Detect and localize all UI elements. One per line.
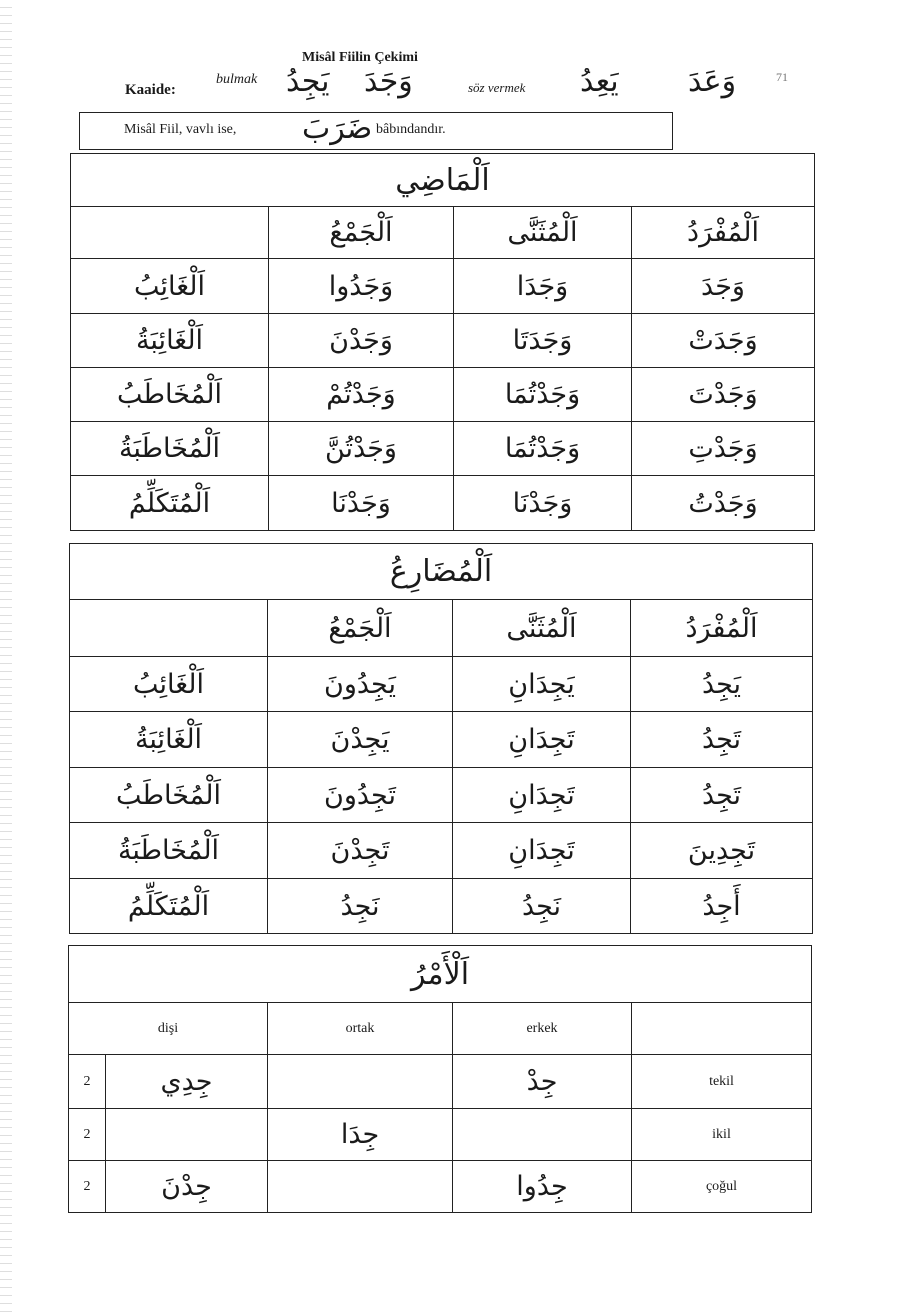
rule-note-prefix: Misâl Fiil, vavlı ise, (124, 122, 237, 137)
erkek-cell: جِدُوا (453, 1161, 632, 1213)
muthanna-cell: وَجَدَا (454, 259, 632, 314)
mudari-header-empty (70, 600, 268, 657)
verb1-meaning: bulmak (216, 72, 258, 87)
mufrad-cell: أَجِدُ (631, 879, 813, 934)
ortak-cell (268, 1161, 453, 1213)
muthanna-cell: تَجِدَانِ (453, 768, 631, 823)
mudari-table (69, 543, 813, 934)
madi-title: اَلْمَاضِي (71, 154, 815, 207)
muthanna-cell: وَجَدْتُمَا (454, 422, 632, 476)
table-row (69, 1109, 812, 1161)
disi-cell: جِدِي (106, 1055, 268, 1109)
amr-table (68, 945, 812, 1213)
row-label: اَلْمُخَاطَبُ (71, 368, 269, 422)
jam-cell: وَجَدْنَا (269, 476, 454, 531)
jam-cell: وَجَدْنَ (269, 314, 454, 368)
jam-cell: وَجَدْتُنَّ (269, 422, 454, 476)
rule-note-arabic: ضَرَبَ (302, 111, 373, 146)
muthanna-cell: يَجِدَانِ (453, 657, 631, 712)
table-row (69, 1161, 812, 1213)
mufrad-cell: وَجَدَ (632, 259, 815, 314)
table-row (70, 712, 813, 768)
madi-header-muthanna: اَلْمُثَنَّى (454, 207, 632, 259)
amr-header-empty (632, 1003, 812, 1055)
mudari-header-muthanna: اَلْمُثَنَّى (453, 600, 631, 657)
rule-label: Kaaide: (125, 82, 176, 98)
jam-cell: وَجَدْتُمْ (269, 368, 454, 422)
erkek-cell: جِدْ (453, 1055, 632, 1109)
rule-note-box (79, 112, 673, 150)
mufrad-cell: تَجِدُ (631, 768, 813, 823)
verb2-meaning: söz vermek (468, 80, 526, 95)
muthanna-cell: تَجِدَانِ (453, 712, 631, 768)
table-row (70, 823, 813, 879)
table-row (70, 879, 813, 934)
jam-cell: يَجِدْنَ (268, 712, 453, 768)
page-number: 71 (776, 70, 788, 84)
row-label: اَلْمُتَكَلِّمُ (70, 879, 268, 934)
amr-header-ortak: ortak (268, 1003, 453, 1055)
jam-cell: نَجِدُ (268, 879, 453, 934)
muthanna-cell: وَجَدْنَا (454, 476, 632, 531)
erkek-cell (453, 1109, 632, 1161)
muthanna-cell: وَجَدَتَا (454, 314, 632, 368)
jam-cell: وَجَدُوا (269, 259, 454, 314)
table-row (71, 314, 815, 368)
ortak-cell: جِدَا (268, 1109, 453, 1161)
jam-cell: تَجِدْنَ (268, 823, 453, 879)
row-label: tekil (632, 1055, 812, 1109)
mufrad-cell: وَجَدْتُ (632, 476, 815, 531)
table-row (71, 476, 815, 531)
disi-cell (106, 1109, 268, 1161)
row-number: 2 (69, 1161, 106, 1213)
mudari-title: اَلْمُضَارِعُ (70, 544, 813, 600)
mufrad-cell: تَجِدُ (631, 712, 813, 768)
mufrad-cell: يَجِدُ (631, 657, 813, 712)
madi-header-jam: اَلْجَمْعُ (269, 207, 454, 259)
row-number: 2 (69, 1055, 106, 1109)
table-row (70, 657, 813, 712)
row-label: اَلْمُتَكَلِّمُ (71, 476, 269, 531)
muthanna-cell: نَجِدُ (453, 879, 631, 934)
row-label: ikil (632, 1109, 812, 1161)
mufrad-cell: وَجَدَتْ (632, 314, 815, 368)
table-row (70, 768, 813, 823)
mufrad-cell: وَجَدْتِ (632, 422, 815, 476)
mufrad-cell: تَجِدِينَ (631, 823, 813, 879)
amr-title: اَلْأَمْرُ (69, 946, 812, 1003)
row-label: اَلْمُخَاطَبَةُ (71, 422, 269, 476)
disi-cell: جِدْنَ (106, 1161, 268, 1213)
muthanna-cell: تَجِدَانِ (453, 823, 631, 879)
verb2-present: يَعِدُ (580, 64, 619, 99)
verb1-past: وَجَدَ (364, 64, 413, 99)
row-label: اَلْمُخَاطَبُ (70, 768, 268, 823)
verb2-past: وَعَدَ (688, 64, 737, 99)
row-number: 2 (69, 1109, 106, 1161)
page-edge-binding (0, 0, 12, 1312)
amr-header-erkek: erkek (453, 1003, 632, 1055)
row-label: اَلْغَائِبَةُ (71, 314, 269, 368)
mufrad-cell: وَجَدْتَ (632, 368, 815, 422)
muthanna-cell: وَجَدْتُمَا (454, 368, 632, 422)
table-row (69, 1055, 812, 1109)
amr-header-disi: dişi (69, 1003, 268, 1055)
table-row (71, 259, 815, 314)
row-label: اَلْغَائِبَةُ (70, 712, 268, 768)
jam-cell: تَجِدُونَ (268, 768, 453, 823)
mudari-header-mufrad: اَلْمُفْرَدُ (631, 600, 813, 657)
mudari-header-jam: اَلْجَمْعُ (268, 600, 453, 657)
madi-header-mufrad: اَلْمُفْرَدُ (632, 207, 815, 259)
madi-header-empty (71, 207, 269, 259)
ortak-cell (268, 1055, 453, 1109)
row-label: اَلْمُخَاطَبَةُ (70, 823, 268, 879)
madi-table (70, 153, 815, 531)
table-row (71, 422, 815, 476)
jam-cell: يَجِدُونَ (268, 657, 453, 712)
table-row (71, 368, 815, 422)
page-title: Misâl Fiilin Çekimi (302, 50, 418, 65)
rule-note-suffix: bâbındandır. (376, 122, 446, 137)
row-label: çoğul (632, 1161, 812, 1213)
row-label: اَلْغَائِبُ (71, 259, 269, 314)
verb1-present: يَجِدُ (286, 64, 330, 99)
row-label: اَلْغَائِبُ (70, 657, 268, 712)
